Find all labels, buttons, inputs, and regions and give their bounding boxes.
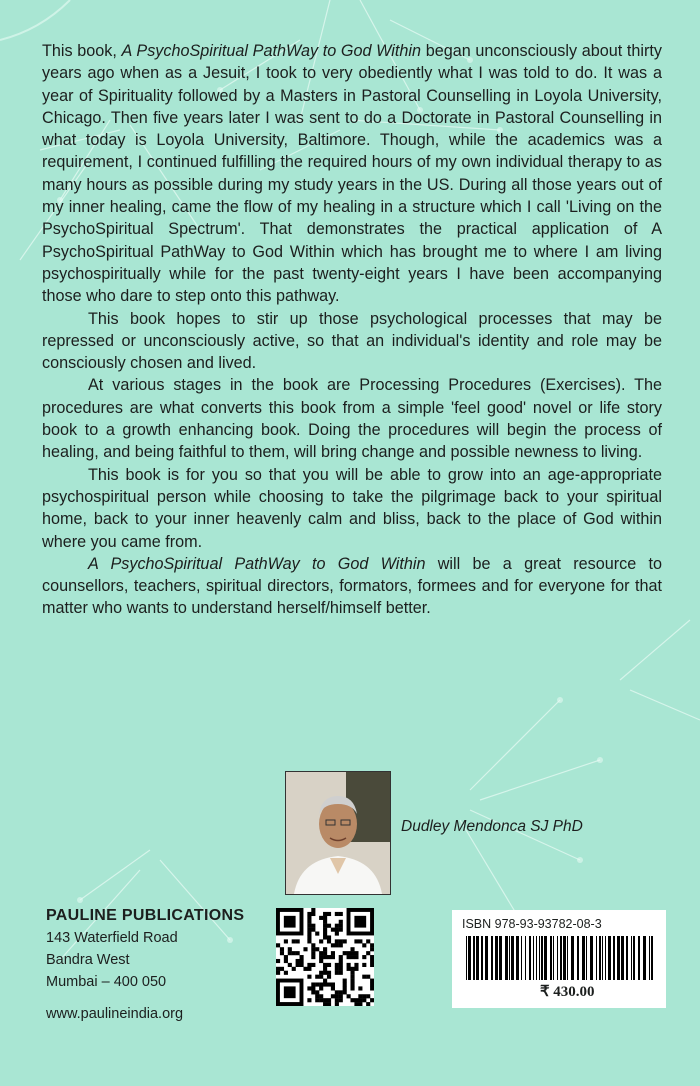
isbn-number: ISBN 978-93-93782-08-3 bbox=[462, 917, 602, 931]
paragraph-3: At various stages in the book are Processing Procedures (Exercises). The procedures are what converts this book from a simple 'feel good' novel or life story book to a growth enhancing book. Doing the procedures will begin the process of healing, and being faithful to them, will bring change and possible newness to living. bbox=[42, 376, 662, 462]
qr-code bbox=[276, 908, 374, 1006]
paragraph-1: This book, A PsychoSpiritual PathWay to God Within began unconsciously about thirty years ago when as a Jesuit, I took to very obediently what I was told to do. It was a year of Spirituality followed by a Masters in Pastoral Counselling in Loyola University, Chicago. Then five years later I was sent to do a Doctorate in Pastoral Counselling in what today is Loyola University, Baltimore. Though, while the academics was a requirement, I continued fulfilling the required hours of my own individual therapy to as many hours as possible during my study years in the US. During all those years out of my inner healing, came the flow of my healing in a structure which I call 'Living on the PsychoSpiritual Spectrum'. That demonstrates the practical application of A PsychoSpiritual PathWay to God Within which has brought me to where I am living psychospiritually while for the past twenty-eight years I have been accompanying those who dare to step onto this pathway. bbox=[42, 42, 662, 306]
publisher-address-line3: Mumbai – 400 050 bbox=[46, 974, 167, 990]
book-title-italic: A PsychoSpiritual PathWay to God Within bbox=[121, 42, 422, 60]
isbn-barcode bbox=[452, 910, 666, 1008]
publisher-name: PAULINE PUBLICATIONS bbox=[46, 907, 245, 924]
paragraph-5: A PsychoSpiritual PathWay to God Within will be a great resource to counsellors, teachers, spiritual directors, formators, formees and for everyone for that matter who wants to understand herself/himself better. bbox=[42, 554, 662, 618]
publisher-address-line2: Bandra West bbox=[46, 952, 130, 968]
book-title-italic: A PsychoSpiritual PathWay to God Within bbox=[88, 554, 426, 573]
author-signature: Dudley Mendonca SJ PhD bbox=[401, 818, 583, 835]
publisher-info bbox=[46, 905, 244, 1025]
barcode-bars bbox=[462, 936, 658, 980]
paragraph-4: This book is for you so that you will be able to grow into an age-appropriate psychospiritual person while choosing to take the pilgrimage back to your spiritual home, back to your inner heavenly calm and bliss, back to the place of God within where you came from. bbox=[42, 465, 662, 551]
author-photo bbox=[285, 771, 391, 895]
back-cover-text bbox=[42, 40, 662, 620]
publisher-website: www.paulineindia.org bbox=[46, 1006, 184, 1022]
price: ₹ 430.00 bbox=[540, 984, 595, 1000]
publisher-address-line1: 143 Waterfield Road bbox=[46, 930, 178, 946]
paragraph-2: This book hopes to stir up those psychological processes that may be repressed or unconsciously active, so that an individual's identity and role may be consciously chosen and lived. bbox=[42, 309, 662, 373]
